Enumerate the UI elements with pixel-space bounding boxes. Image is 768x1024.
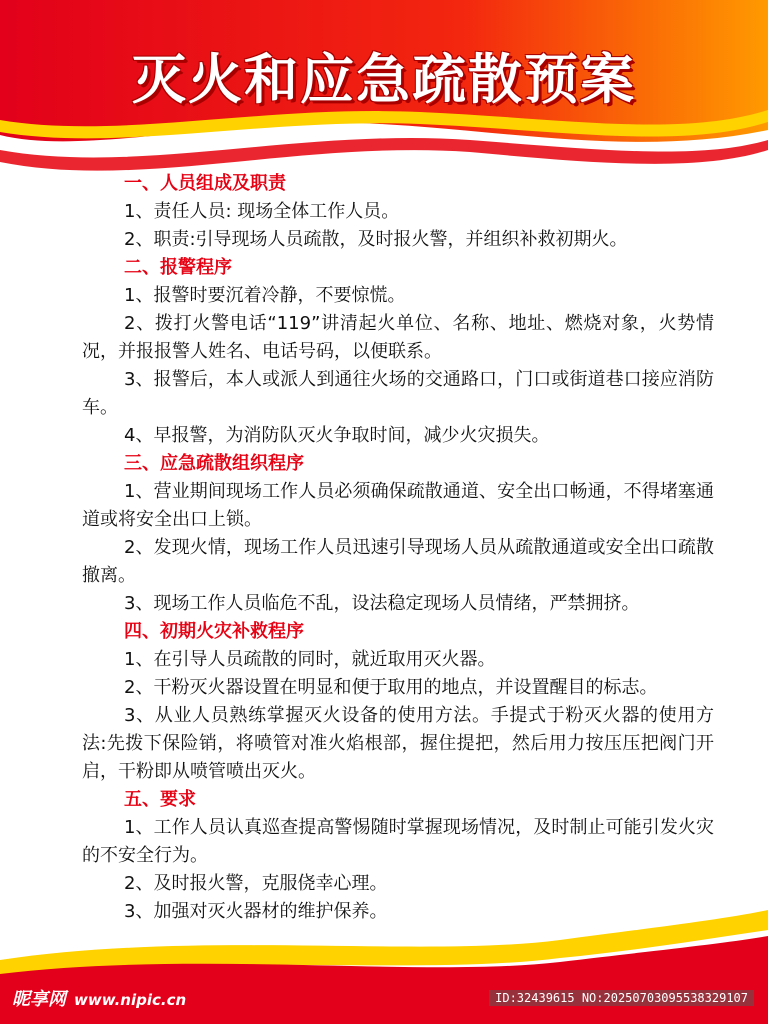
section-paragraph: 1、报警时要沉着冷静，不要惊慌。: [124, 285, 406, 306]
section-heading: 三、应急疏散组织程序: [124, 453, 304, 474]
section-paragraph: 3、从业人员熟练掌握灭火设备的使用方法。手提式于粉灭火器的使用方法:先拨下保险销，将喷管对准火焰根部，握住提把，然后用力按压压把阀门开启，干粉即从喷管喷出灭火。: [82, 705, 714, 782]
section-heading: 五、要求: [124, 789, 196, 810]
section-paragraph: 1、责任人员: 现场全体工作人员。: [124, 201, 400, 222]
section-paragraph: 2、发现火情，现场工作人员迅速引导现场人员从疏散通道或安全出口疏散撤离。: [82, 537, 714, 586]
brand-url: www.nipic.cn: [74, 991, 187, 1009]
section-paragraph: 1、营业期间现场工作人员必须确保疏散通道、安全出口畅通，不得堵塞通道或将安全出口上锁。: [82, 481, 714, 530]
section-paragraph: 2、拨打火警电话“119”讲清起火单位、名称、地址、燃烧对象，火势情况，并报报警人姓名、电话号码，以便联系。: [82, 313, 714, 362]
section-paragraph: 4、早报警，为消防队灭火争取时间，减少火灾损失。: [124, 425, 550, 446]
section-paragraph: 2、干粉灭火器设置在明显和便于取用的地点，并设置醒目的标志。: [124, 677, 658, 698]
section-heading: 二、报警程序: [124, 257, 232, 278]
section-paragraph: 3、现场工作人员临危不乱，设法稳定现场人员情绪，严禁拥挤。: [124, 593, 640, 614]
header-red-swoosh: [0, 138, 768, 171]
section-heading: 一、人员组成及职责: [124, 173, 286, 194]
brand-name: 昵享网: [12, 989, 66, 1010]
image-id-label: ID:32439615 NO:20250703095538329107: [489, 990, 754, 1006]
section-paragraph: 3、报警后，本人或派人到通往火场的交通路口，门口或街道巷口接应消防车。: [82, 369, 714, 418]
watermark-brand: [12, 985, 186, 1011]
section-paragraph: 3、加强对灭火器材的维护保养。: [124, 901, 388, 922]
section-paragraph: 1、在引导人员疏散的同时，就近取用灭火器。: [124, 649, 496, 670]
content-body: [82, 170, 714, 926]
section-paragraph: 2、及时报火警，克服侥幸心理。: [124, 873, 388, 894]
section-paragraph: 2、职责:引导现场人员疏散，及时报火警，并组织补救初期火。: [124, 229, 628, 250]
poster-title: 灭火和应急疏散预案: [132, 48, 636, 111]
section-paragraph: 1、工作人员认真巡查提高警惕随时掌握现场情况，及时制止可能引发火灾的不安全行为。: [82, 817, 714, 866]
section-heading: 四、初期火灾补救程序: [124, 621, 304, 642]
